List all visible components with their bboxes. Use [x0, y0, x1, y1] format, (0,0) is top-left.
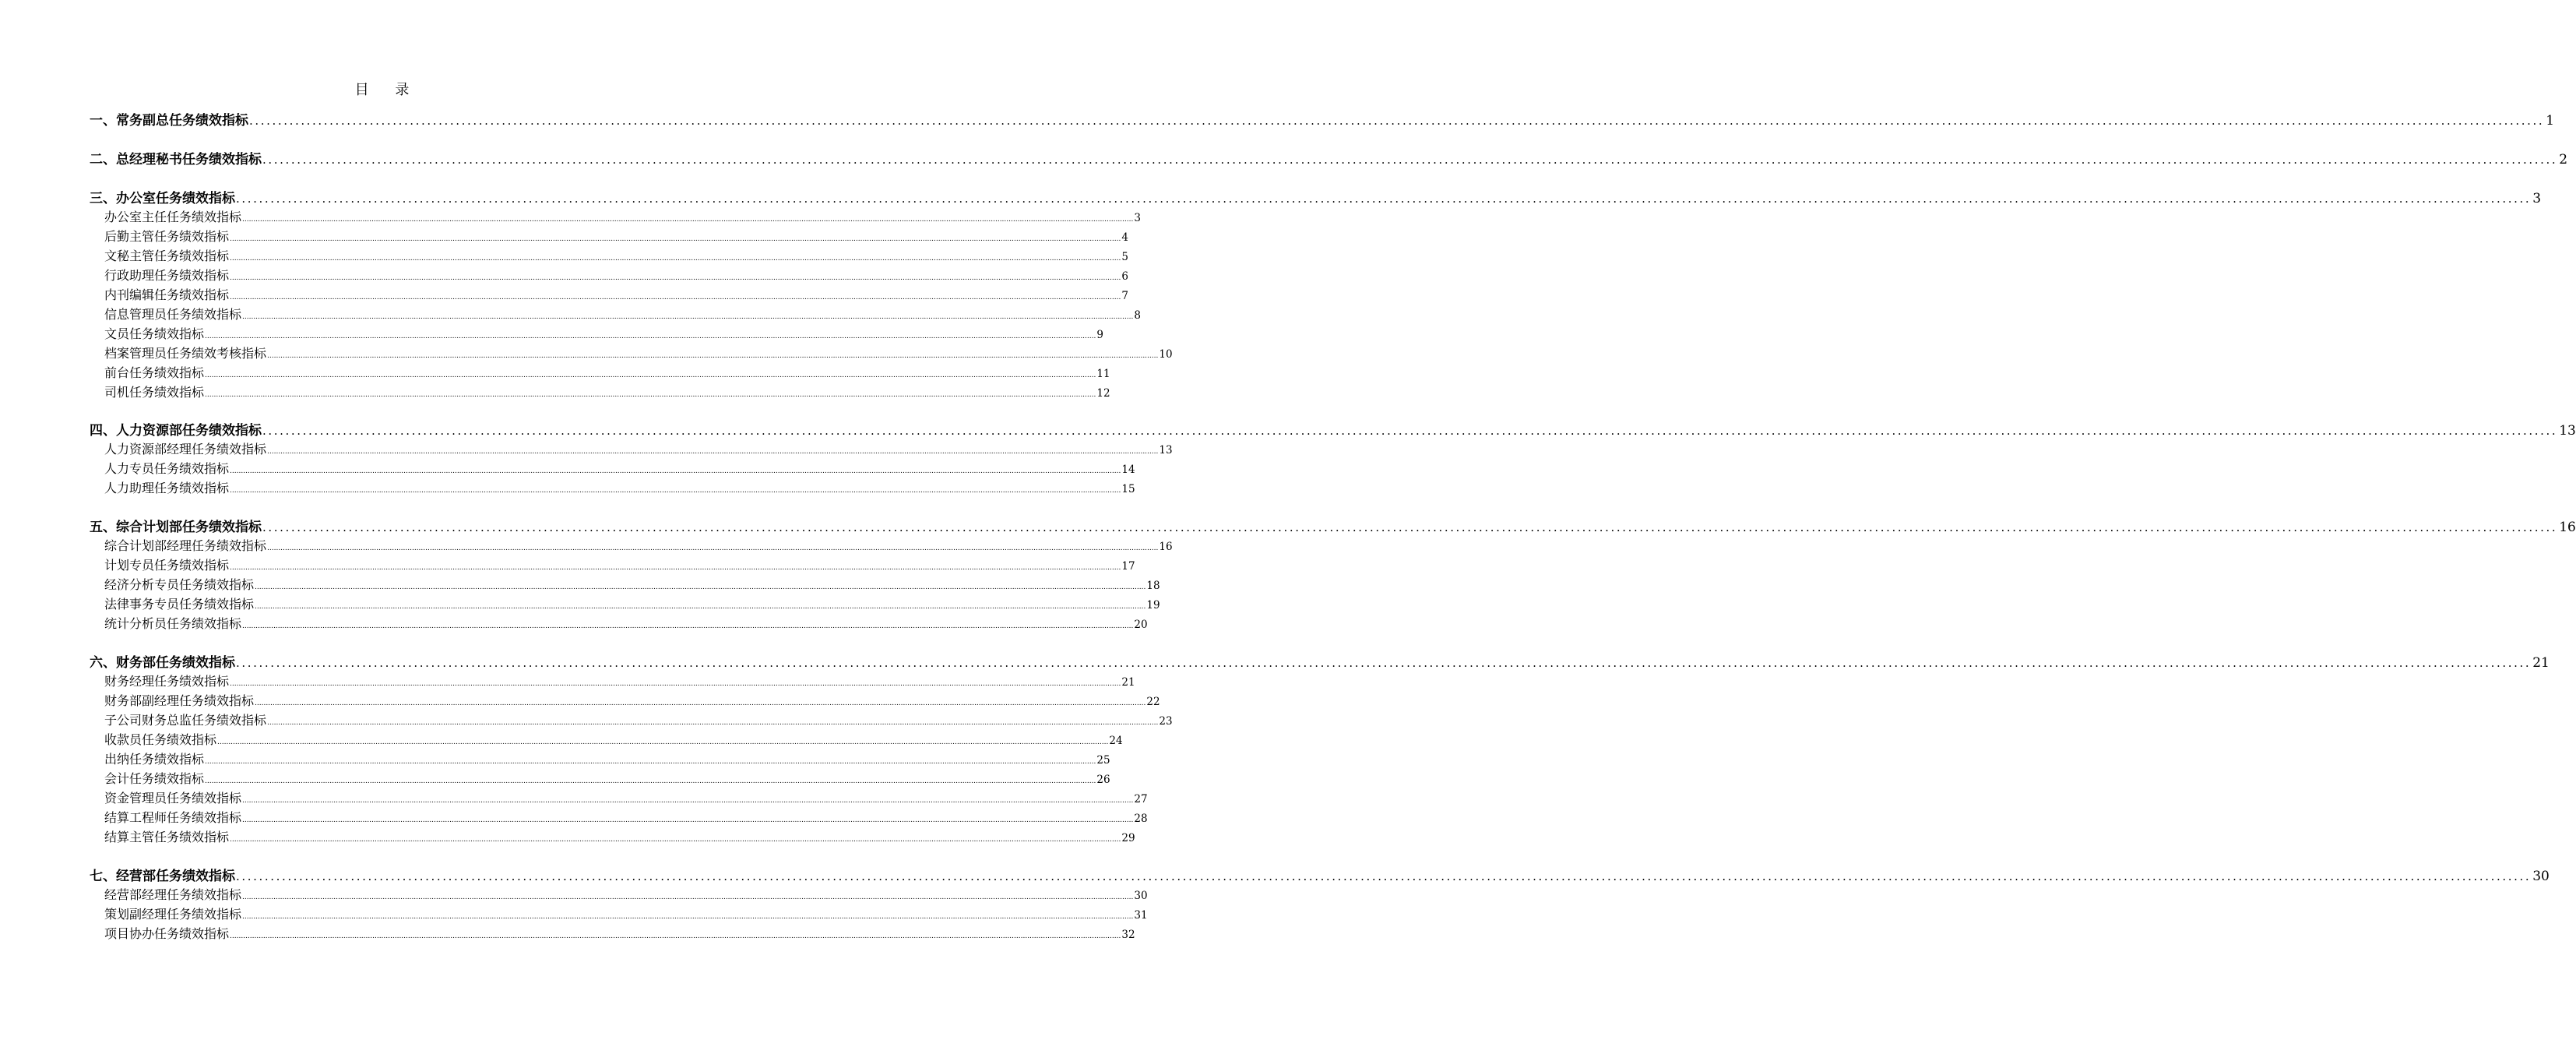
toc-subsection-label: 人力助理任务绩效指标: [104, 481, 230, 495]
toc-page-number: 2: [2559, 152, 2568, 167]
toc-subsection-entry[interactable]: [104, 439, 1173, 458]
toc-section-entry[interactable]: [90, 419, 2576, 439]
dot-leader: ................................................................................................................................................................................................................................................................................................................................................................................................................: [262, 153, 2558, 167]
dot-leader: ................................................................................................................................................................................................................................................................................................................................................................................................................: [242, 913, 1134, 921]
toc-subsection-label: 结算工程师任务绩效指标: [104, 810, 242, 825]
dot-leader: ................................................................................................................................................................................................................................................................................................................................................................................................................: [205, 333, 1096, 340]
dot-leader: ................................................................................................................................................................................................................................................................................................................................................................................................................: [230, 564, 1121, 572]
toc-section-label: 四、人力资源部任务绩效指标: [90, 423, 262, 439]
toc-subsection-label: 前台任务绩效指标: [104, 365, 205, 380]
toc-subsection-entry[interactable]: [104, 749, 1110, 768]
toc-subsection-label: 行政助理任务绩效指标: [104, 268, 230, 283]
toc-subsection-entry[interactable]: [104, 324, 1103, 343]
toc-page-number: 20: [1134, 619, 1148, 631]
toc-page-number: 27: [1134, 793, 1148, 806]
toc-subsection-label: 信息管理员任务绩效指标: [104, 307, 242, 322]
dot-leader: ................................................................................................................................................................................................................................................................................................................................................................................................................: [267, 719, 1159, 727]
toc-subsection-label: 出纳任务绩效指标: [104, 752, 205, 767]
toc-subsection-entry[interactable]: [104, 808, 1148, 827]
toc-page-number: 18: [1146, 580, 1160, 592]
toc-section-label: 一、常务副总任务绩效指标: [90, 113, 248, 129]
toc-subsection-label: 计划专员任务绩效指标: [104, 558, 230, 573]
toc-subsection-entry[interactable]: [104, 885, 1148, 904]
toc-subsection-label: 办公室主任任务绩效指标: [104, 210, 242, 224]
dot-leader: ................................................................................................................................................................................................................................................................................................................................................................................................................: [262, 520, 2558, 534]
dot-leader: ................................................................................................................................................................................................................................................................................................................................................................................................................: [242, 816, 1134, 824]
toc-subsection-label: 人力资源部经理任务绩效指标: [104, 442, 267, 457]
toc-subsection-entry[interactable]: [104, 382, 1110, 401]
toc-subsection-entry[interactable]: [104, 769, 1110, 788]
toc-subsection-label: 资金管理员任务绩效指标: [104, 791, 242, 806]
toc-section-entry[interactable]: [90, 865, 2550, 885]
dot-leader: ................................................................................................................................................................................................................................................................................................................................................................................................................: [217, 739, 1109, 746]
toc-subsection-entry[interactable]: [104, 730, 1123, 749]
dot-leader: ................................................................................................................................................................................................................................................................................................................................................................................................................: [262, 424, 2558, 438]
toc-section-entry[interactable]: [90, 148, 2568, 168]
dot-leader: ................................................................................................................................................................................................................................................................................................................................................................................................................: [255, 700, 1146, 707]
toc-subsection-label: 文秘主管任务绩效指标: [104, 249, 230, 263]
toc-subsection-label: 策划副经理任务绩效指标: [104, 907, 242, 922]
toc-subsection-label: 结算主管任务绩效指标: [104, 830, 230, 844]
dot-leader: ................................................................................................................................................................................................................................................................................................................................................................................................................: [255, 583, 1146, 591]
dot-leader: ................................................................................................................................................................................................................................................................................................................................................................................................................: [236, 192, 2532, 206]
toc-subsection-entry[interactable]: [104, 459, 1135, 478]
toc-page-number: 31: [1134, 909, 1148, 922]
toc-subsection-entry[interactable]: [104, 536, 1173, 555]
toc-subsection-label: 财务经理任务绩效指标: [104, 674, 230, 689]
toc-subsection-entry[interactable]: [104, 924, 1135, 943]
dot-leader: ................................................................................................................................................................................................................................................................................................................................................................................................................: [255, 603, 1146, 611]
dot-leader: ................................................................................................................................................................................................................................................................................................................................................................................................................: [267, 448, 1159, 456]
toc-page-number: 9: [1096, 329, 1103, 341]
dot-leader: ................................................................................................................................................................................................................................................................................................................................................................................................................: [230, 294, 1121, 301]
toc-subsection-entry[interactable]: [104, 555, 1135, 574]
toc-section-entry[interactable]: [90, 187, 2542, 207]
toc-page-number: 30: [2532, 869, 2550, 884]
toc-subsection-label: 司机任务绩效指标: [104, 385, 205, 400]
toc-page-number: 12: [1096, 387, 1110, 400]
toc-page-number: 6: [1121, 270, 1128, 283]
toc-section-entry[interactable]: [90, 109, 2555, 129]
toc-page-number: 15: [1121, 483, 1135, 495]
toc-subsection-entry[interactable]: [104, 227, 1128, 245]
toc-subsection-entry[interactable]: [104, 788, 1148, 807]
dot-leader: ................................................................................................................................................................................................................................................................................................................................................................................................................: [230, 680, 1121, 688]
toc-page-number: 3: [2532, 191, 2542, 206]
dot-leader: ................................................................................................................................................................................................................................................................................................................................................................................................................: [267, 545, 1159, 552]
toc-subsection-entry[interactable]: [104, 710, 1173, 729]
toc-subsection-entry[interactable]: [104, 575, 1160, 594]
toc-subsection-label: 后勤主管任务绩效指标: [104, 229, 230, 244]
toc-subsection-label: 综合计划部经理任务绩效指标: [104, 538, 267, 553]
dot-leader: ................................................................................................................................................................................................................................................................................................................................................................................................................: [242, 313, 1134, 321]
toc-subsection-label: 经济分析专员任务绩效指标: [104, 577, 255, 592]
toc-subsection-entry[interactable]: [104, 614, 1148, 633]
dot-leader: ................................................................................................................................................................................................................................................................................................................................................................................................................: [230, 836, 1121, 844]
dot-leader: ................................................................................................................................................................................................................................................................................................................................................................................................................: [230, 467, 1121, 475]
toc-page-number: 17: [1121, 560, 1135, 573]
toc-subsection-entry[interactable]: [104, 691, 1160, 710]
toc-page-number: 1: [2546, 113, 2555, 129]
dot-leader: ................................................................................................................................................................................................................................................................................................................................................................................................................: [230, 274, 1121, 282]
toc-subsection-label: 财务部副经理任务绩效指标: [104, 693, 255, 708]
dot-leader: ................................................................................................................................................................................................................................................................................................................................................................................................................: [230, 487, 1121, 495]
toc-section-label: 三、办公室任务绩效指标: [90, 191, 235, 206]
toc-subsection-label: 收款员任务绩效指标: [104, 732, 217, 747]
toc-subsection-label: 会计任务绩效指标: [104, 771, 205, 786]
dot-leader: ................................................................................................................................................................................................................................................................................................................................................................................................................: [230, 255, 1121, 263]
toc-page-number: 13: [1159, 444, 1173, 457]
dot-leader: ................................................................................................................................................................................................................................................................................................................................................................................................................: [236, 869, 2532, 883]
toc-subsection-entry[interactable]: [104, 285, 1128, 304]
toc-subsection-entry[interactable]: [104, 904, 1148, 923]
toc-subsection-label: 经营部经理任务绩效指标: [104, 887, 242, 902]
toc-page-number: 25: [1096, 754, 1110, 767]
toc-section-label: 七、经营部任务绩效指标: [90, 869, 235, 884]
toc-subsection-entry[interactable]: [104, 363, 1110, 382]
toc-page-number: 29: [1121, 832, 1135, 844]
toc-section-label: 五、综合计划部任务绩效指标: [90, 520, 262, 535]
dot-leader: ................................................................................................................................................................................................................................................................................................................................................................................................................: [230, 932, 1121, 940]
toc-page-number: 5: [1121, 251, 1128, 263]
dot-leader: ................................................................................................................................................................................................................................................................................................................................................................................................................: [205, 372, 1096, 379]
dot-leader: ................................................................................................................................................................................................................................................................................................................................................................................................................: [205, 391, 1096, 399]
toc-page-number: 16: [1159, 541, 1173, 553]
toc-page-number: 22: [1146, 696, 1160, 708]
toc-subsection-label: 项目协办任务绩效指标: [104, 926, 230, 941]
toc-page-number: 26: [1096, 774, 1110, 786]
toc-page-number: 21: [2532, 655, 2550, 671]
toc-subsection-label: 档案管理员任务绩效考核指标: [104, 346, 267, 361]
toc-page-number: 10: [1159, 348, 1173, 361]
toc-subsection-entry[interactable]: [104, 672, 1135, 690]
toc-subsection-label: 法律事务专员任务绩效指标: [104, 597, 255, 612]
dot-leader: ................................................................................................................................................................................................................................................................................................................................................................................................................: [242, 797, 1134, 805]
toc-section-entry[interactable]: [90, 651, 2550, 672]
toc-subsection-entry[interactable]: [104, 246, 1128, 265]
dot-leader: ................................................................................................................................................................................................................................................................................................................................................................................................................: [267, 352, 1159, 360]
dot-leader: ................................................................................................................................................................................................................................................................................................................................................................................................................: [249, 114, 2545, 128]
toc-subsection-label: 统计分析员任务绩效指标: [104, 616, 242, 631]
toc-page-number: 24: [1109, 735, 1123, 747]
toc-page-number: 30: [1134, 890, 1148, 902]
toc-page-number: 3: [1134, 212, 1141, 224]
toc-section-entry[interactable]: [90, 516, 2576, 536]
toc-subsection-label: 文员任务绩效指标: [104, 326, 205, 341]
toc-page-number: 28: [1134, 813, 1148, 825]
dot-leader: ................................................................................................................................................................................................................................................................................................................................................................................................................: [242, 894, 1134, 901]
toc-subsection-entry[interactable]: [104, 266, 1128, 284]
toc-page-number: 19: [1146, 599, 1160, 612]
toc-subsection-entry[interactable]: [104, 827, 1135, 846]
toc-page-number: 13: [2559, 423, 2576, 439]
toc-subsection-entry[interactable]: [104, 207, 1141, 226]
toc-page-number: 23: [1159, 715, 1173, 728]
toc-page-number: 21: [1121, 676, 1135, 689]
dot-leader: ................................................................................................................................................................................................................................................................................................................................................................................................................: [236, 656, 2532, 670]
toc-page-number: 32: [1121, 929, 1135, 941]
toc-subsection-entry[interactable]: [104, 594, 1160, 613]
toc-subsection-label: 人力专员任务绩效指标: [104, 461, 230, 476]
dot-leader: ................................................................................................................................................................................................................................................................................................................................................................................................................: [205, 777, 1096, 785]
toc-page-number: 14: [1121, 464, 1135, 476]
dot-leader: ................................................................................................................................................................................................................................................................................................................................................................................................................: [205, 758, 1096, 766]
toc-page-number: 16: [2559, 520, 2576, 535]
toc-subsection-label: 内刊编辑任务绩效指标: [104, 287, 230, 302]
toc-page-number: 4: [1121, 231, 1128, 244]
toc-page-number: 8: [1134, 309, 1141, 322]
dot-leader: ................................................................................................................................................................................................................................................................................................................................................................................................................: [242, 622, 1134, 630]
toc-page-number: 11: [1096, 368, 1110, 380]
toc-subsection-entry[interactable]: [104, 305, 1141, 323]
toc-subsection-entry[interactable]: [104, 478, 1135, 497]
dot-leader: ................................................................................................................................................................................................................................................................................................................................................................................................................: [230, 235, 1121, 243]
toc-section-label: 六、财务部任务绩效指标: [90, 655, 235, 671]
toc-title: 目 录: [354, 82, 421, 98]
toc-subsection-entry[interactable]: [104, 344, 1173, 362]
dot-leader: ................................................................................................................................................................................................................................................................................................................................................................................................................: [242, 216, 1134, 224]
toc-section-label: 二、总经理秘书任务绩效指标: [90, 152, 262, 167]
toc-page-number: 7: [1121, 290, 1128, 302]
toc-subsection-label: 子公司财务总监任务绩效指标: [104, 713, 267, 728]
